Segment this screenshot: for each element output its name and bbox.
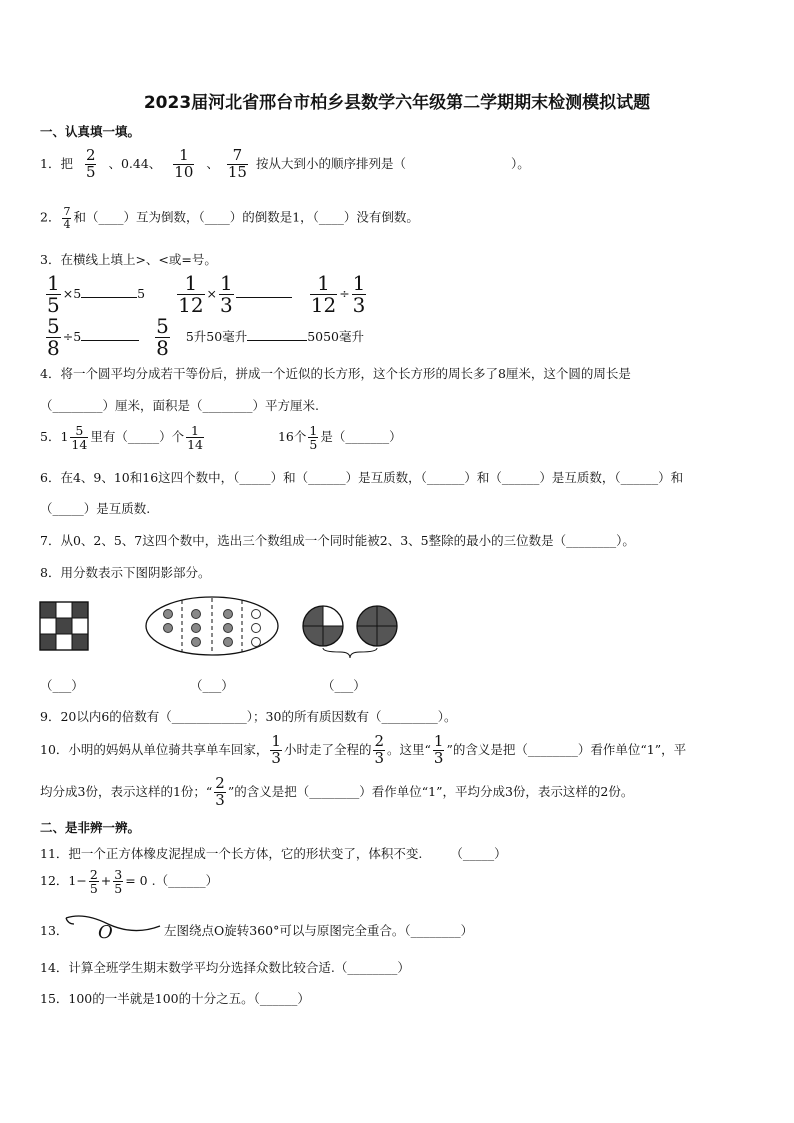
question-12: 12．1− $\frac{2}{5}$ + $\frac{3}{5}$ = 0 .（______）: [40, 867, 219, 897]
question-5: 5．1 $\frac{5}{14}$ 里有（_____）个 $\frac{1}{14}$ 16个 $\frac{1}{5}$ 是（_______）: [40, 423, 402, 453]
question-13: 左图绕点O旋转360°可以与原图完全重合。（________）: [164, 923, 474, 938]
section-heading-judge: 二、是非辨一辨。: [40, 820, 141, 835]
question-3: 3．在横线上填上>、<或=号。: [40, 252, 217, 267]
question-6-line-1: 6．在4、9、10和16这四个数中，（_____）和（______）是互质数，（______）和（______）是互质数，（______）和: [40, 470, 684, 485]
point-o-label: O: [98, 922, 113, 943]
grid-figure: [40, 602, 88, 650]
question-3-row-2: $\frac{5}{8}$ ÷5 $\frac{5}{8}$ 5升50毫升 5050毫升: [47, 314, 365, 360]
question-2: 2． $\frac{7}{4}$ 和（____）互为倒数，（____）的倒数是1，（____）没有倒数。: [40, 205, 419, 231]
question-8-answer-2: （___）: [190, 678, 234, 693]
rotation-figure: [64, 910, 164, 946]
question-6-line-2: （_____）是互质数.: [40, 501, 151, 516]
question-4-line-2: （________）厘米，面积是（________）平方厘米.: [40, 398, 319, 413]
question-9: 9．20以内6的倍数有（____________）；30的所有质因数有（_________）。: [40, 709, 457, 724]
question-10-line-1: 10．小明的妈妈从单位骑共享单车回家， $\frac{1}{3}$ 小时走了全程的 $\frac{2}{3}$ 。这里“ $\frac{1}{3}$ ”的含义是把（________）看作单位“1”，平: [40, 732, 687, 767]
question-14: 14．计算全班学生期末数学平均分选择众数比较合适.（________）: [40, 960, 410, 975]
question-8-answer-1: （___）: [40, 678, 84, 693]
page-title: 2023届河北省邢台市柏乡县数学六年级第二学期期末检测模拟试题: [143, 93, 651, 113]
question-4-line-1: 4．将一个圆平均分成若干等份后，拼成一个近似的长方形，这个长方形的周长多了8厘米，这个圆的周长是: [40, 366, 631, 381]
question-15: 15．100的一半就是100的十分之五。（______）: [40, 991, 310, 1006]
question-3-row-1: $\frac{1}{5}$ ×5 5 $\frac{1}{12}$ × $\frac{1}{3}$ $\frac{1}{12}$ ÷ $\frac{1}{3}$: [47, 271, 366, 317]
question-8-answer-3: （___）: [322, 678, 366, 693]
section-heading-fill: 一、认真填一填。: [40, 124, 141, 139]
quarter-circles-figure: [303, 606, 397, 658]
question-11: 11．把一个正方体橡皮泥捏成一个长方体，它的形状变了，体积不变. （_____）: [40, 846, 507, 861]
question-13-number: 13．: [40, 923, 69, 938]
dots-ellipse-figure: [146, 597, 278, 655]
question-8: 8．用分数表示下图阴影部分。: [40, 565, 211, 580]
question-10-line-2: 均分成3份，表示这样的1份；“ $\frac{2}{3}$ ”的含义是把（________）看作单位“1”，平均分成3份，表示这样的2份。: [40, 774, 634, 809]
question-7: 7．从0、2、5、7这四个数中，选出三个数组成一个同时能被2、3、5整除的最小的三位数是（________）。: [40, 533, 635, 548]
question-1: 1．把 $\frac{2}{5}$ 、0.44、 $\frac{1}{10}$ 、 $\frac{7}{15}$ 按从大到小的顺序排列是（ ）。: [40, 146, 530, 181]
